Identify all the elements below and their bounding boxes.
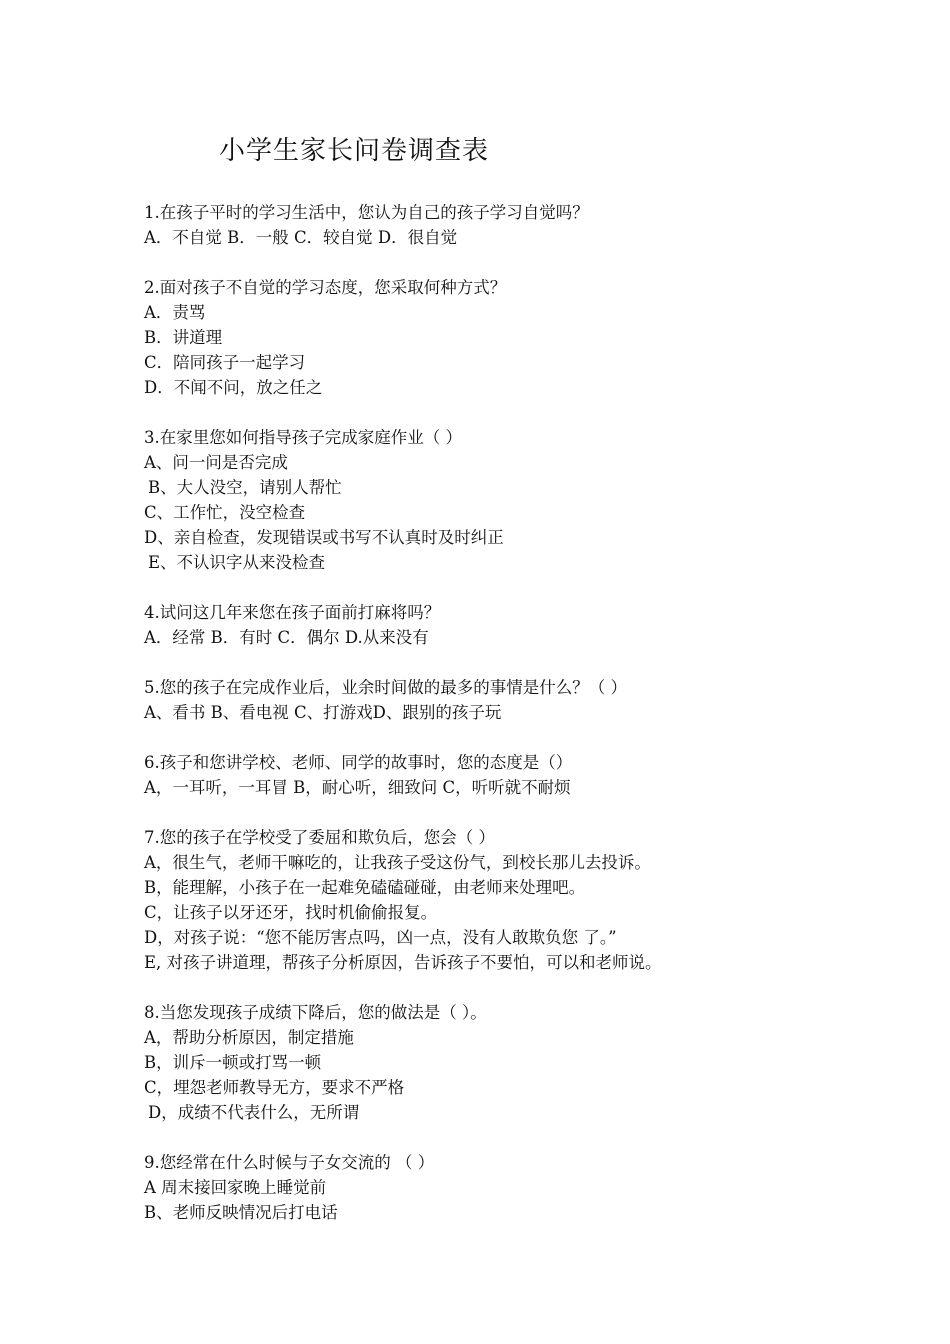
option-line: A、看书 B、看电视 C、打游戏D、跟别的孩子玩 [144, 703, 502, 722]
option-line: E、不认识字从来没检查 [148, 553, 326, 572]
option-line: D、亲自检查，发现错误或书写不认真时及时纠正 [144, 528, 504, 547]
question-block-1 [144, 200, 934, 250]
option-line: A，一耳听，一耳冒 B，耐心听，细致问 C，听听就不耐烦 [144, 778, 571, 797]
option-line: B，训斥一顿或打骂一顿 [144, 1053, 322, 1072]
question-text: 4.试问这几年来您在孩子面前打麻将吗？ [144, 603, 441, 622]
option-line: B、大人没空，请别人帮忙 [148, 478, 342, 497]
option-line: C、工作忙，没空检查 [144, 503, 306, 522]
option-line: B，能理解，小孩子在一起难免磕磕碰碰，由老师来处理吧。 [144, 878, 586, 897]
option-line: D，成绩不代表什么，无所谓 [148, 1103, 360, 1122]
document-title: 小学生家长问卷调查表 [219, 136, 490, 166]
question-text: 7.您的孩子在学校受了委屈和欺负后，您会（ ） [144, 828, 495, 847]
option-line: C．陪同孩子一起学习 [144, 353, 306, 372]
question-text: 3.在家里您如何指导孩子完成家庭作业（ ） [144, 428, 462, 447]
option-line: B、老师反映情况后打电话 [144, 1203, 338, 1222]
option-line: A．不自觉 B．一般 C．较自觉 D．很自觉 [144, 228, 458, 247]
question-text: 6.孩子和您讲学校、老师、同学的故事时，您的态度是（） [144, 753, 573, 772]
question-block-3 [144, 425, 934, 575]
question-text: 9.您经常在什么时候与子女交流的 （ ） [144, 1153, 435, 1172]
option-line: A 周末接回家晚上睡觉前 [144, 1178, 327, 1197]
questionnaire-body [144, 200, 934, 1250]
question-block-9 [144, 1150, 934, 1225]
question-text: 2.面对孩子不自觉的学习态度，您采取何种方式？ [144, 278, 507, 297]
option-line: D，对孩子说：“您不能厉害点吗，凶一点，没有人敢欺负您 了。” [144, 928, 617, 947]
question-block-2 [144, 275, 934, 400]
question-block-6 [144, 750, 934, 800]
question-block-4 [144, 600, 934, 650]
option-line: A．责骂 [144, 303, 206, 322]
option-line: A、问一问是否完成 [144, 453, 288, 472]
option-line: E, 对孩子讲道理，帮孩子分析原因，告诉孩子不要怕，可以和老师说。 [144, 953, 662, 972]
option-line: A，很生气，老师干嘛吃的，让我孩子受这份气，到校长那儿去投诉。 [144, 853, 651, 872]
question-text: 1.在孩子平时的学习生活中，您认为自己的孩子学习自觉吗？ [144, 203, 589, 222]
option-line: C，让孩子以牙还牙，找时机偷偷报复。 [144, 903, 438, 922]
question-text: 8.当您发现孩子成绩下降后，您的做法是（ ）。 [144, 1003, 487, 1022]
question-block-5 [144, 675, 934, 725]
option-line: B．讲道理 [144, 328, 223, 347]
option-line: D．不闻不问，放之任之 [144, 378, 323, 397]
question-text: 5.您的孩子在完成作业后，业余时间做的最多的事情是什么？（ ） [144, 678, 627, 697]
option-line: A，帮助分析原因，制定措施 [144, 1028, 354, 1047]
option-line: C，埋怨老师教导无方，要求不严格 [144, 1078, 405, 1097]
option-line: A．经常 B．有时 C．偶尔 D.从来没有 [144, 628, 429, 647]
question-block-7 [144, 825, 934, 975]
question-block-8 [144, 1000, 934, 1125]
